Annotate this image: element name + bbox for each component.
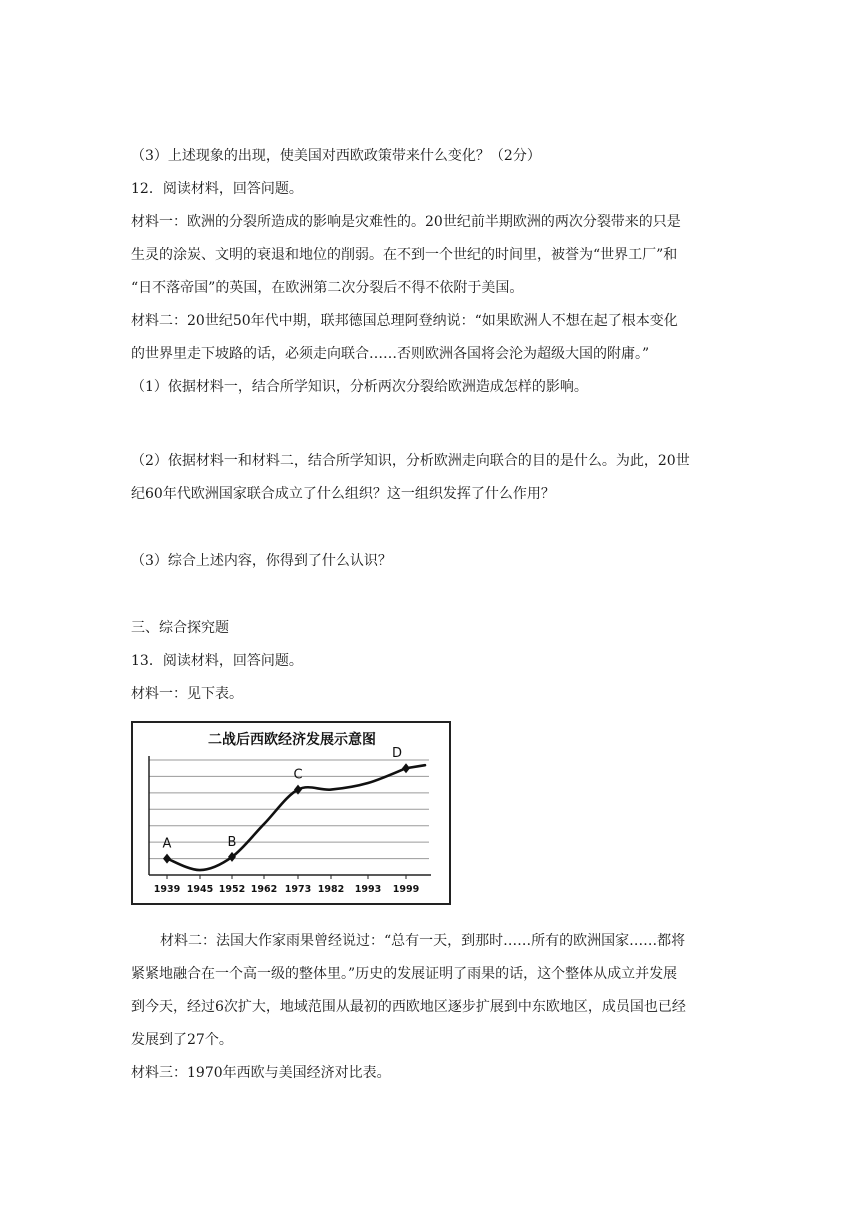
section-3-heading: 三、综合探究题 xyxy=(131,620,229,636)
point-label-c: C xyxy=(293,767,303,783)
question-12-part2-line-1: （2）依据材料一和材料二，结合所学知识，分析欧洲走向联合的目的是什么。为此，20世 xyxy=(131,453,690,469)
q13-material-3: 材料三：1970年西欧与美国经济对比表。 xyxy=(131,1065,391,1081)
q13-material-2-line-2: 紧紧地融合在一个高一级的整体里。”历史的发展证明了雨果的话，这个整体从成立并发展 xyxy=(131,966,678,982)
material-2-line-2: 的世界里走下坡路的话，必须走向联合……否则欧洲各国将会沦为超级大国的附庸。” xyxy=(131,346,650,362)
x-tick-label: 1952 xyxy=(218,884,246,895)
material-1-line-2: 生灵的涂炭、文明的衰退和地位的削弱。在不到一个世纪的时间里，被誉为“世界工厂”和 xyxy=(131,247,678,263)
material-1-line-3: “日不落帝国”的英国，在欧洲第二次分裂后不得不依附于美国。 xyxy=(131,280,524,296)
q13-material-1: 材料一：见下表。 xyxy=(131,686,243,702)
x-tick-label: 1962 xyxy=(250,884,278,895)
economy-chart xyxy=(131,721,451,905)
question-12-heading: 12．阅读材料，回答问题。 xyxy=(131,181,303,197)
x-tick-label: 1973 xyxy=(284,884,312,895)
data-point-a xyxy=(163,854,171,864)
q13-material-2-line-1: 材料二：法国大作家雨果曾经说过：“总有一天，到那时……所有的欧洲国家……都将 xyxy=(160,933,686,949)
x-tick-label: 1999 xyxy=(392,884,420,895)
point-label-b: B xyxy=(227,834,237,850)
point-label-a: A xyxy=(162,836,172,852)
x-tick-label: 1982 xyxy=(317,884,345,895)
material-2-line-1: 材料二：20世纪50年代中期，联邦德国总理阿登纳说：“如果欧洲人不想在起了根本变化 xyxy=(131,313,678,329)
chart-title: 二战后西欧经济发展示意图 xyxy=(208,732,376,748)
question-13-heading: 13．阅读材料，回答问题。 xyxy=(131,653,303,669)
x-tick-label: 1939 xyxy=(153,884,181,895)
question-12-part3: （3）综合上述内容，你得到了什么认识？ xyxy=(131,553,392,569)
question-11-part3: （3）上述现象的出现，使美国对西欧政策带来什么变化？（2分） xyxy=(131,148,541,164)
question-12-part1: （1）依据材料一，结合所学知识，分析两次分裂给欧洲造成怎样的影响。 xyxy=(131,379,588,395)
question-12-part2-line-2: 纪60年代欧洲国家联合成立了什么组织？这一组织发挥了什么作用？ xyxy=(131,486,555,502)
q13-material-2-line-4: 发展到了27个。 xyxy=(131,1032,233,1048)
data-point-d xyxy=(402,763,410,773)
x-tick-label: 1945 xyxy=(186,884,214,895)
material-1-line-1: 材料一：欧洲的分裂所造成的影响是灾难性的。20世纪前半期欧洲的两次分裂带来的只是 xyxy=(131,214,681,230)
q13-material-2-line-3: 到今天，经过6次扩大，地域范围从最初的西欧地区逐步扩展到中东欧地区，成员国也已经 xyxy=(131,999,686,1015)
x-tick-label: 1993 xyxy=(354,884,382,895)
economy-chart-svg xyxy=(133,723,449,903)
point-label-d: D xyxy=(391,746,403,762)
